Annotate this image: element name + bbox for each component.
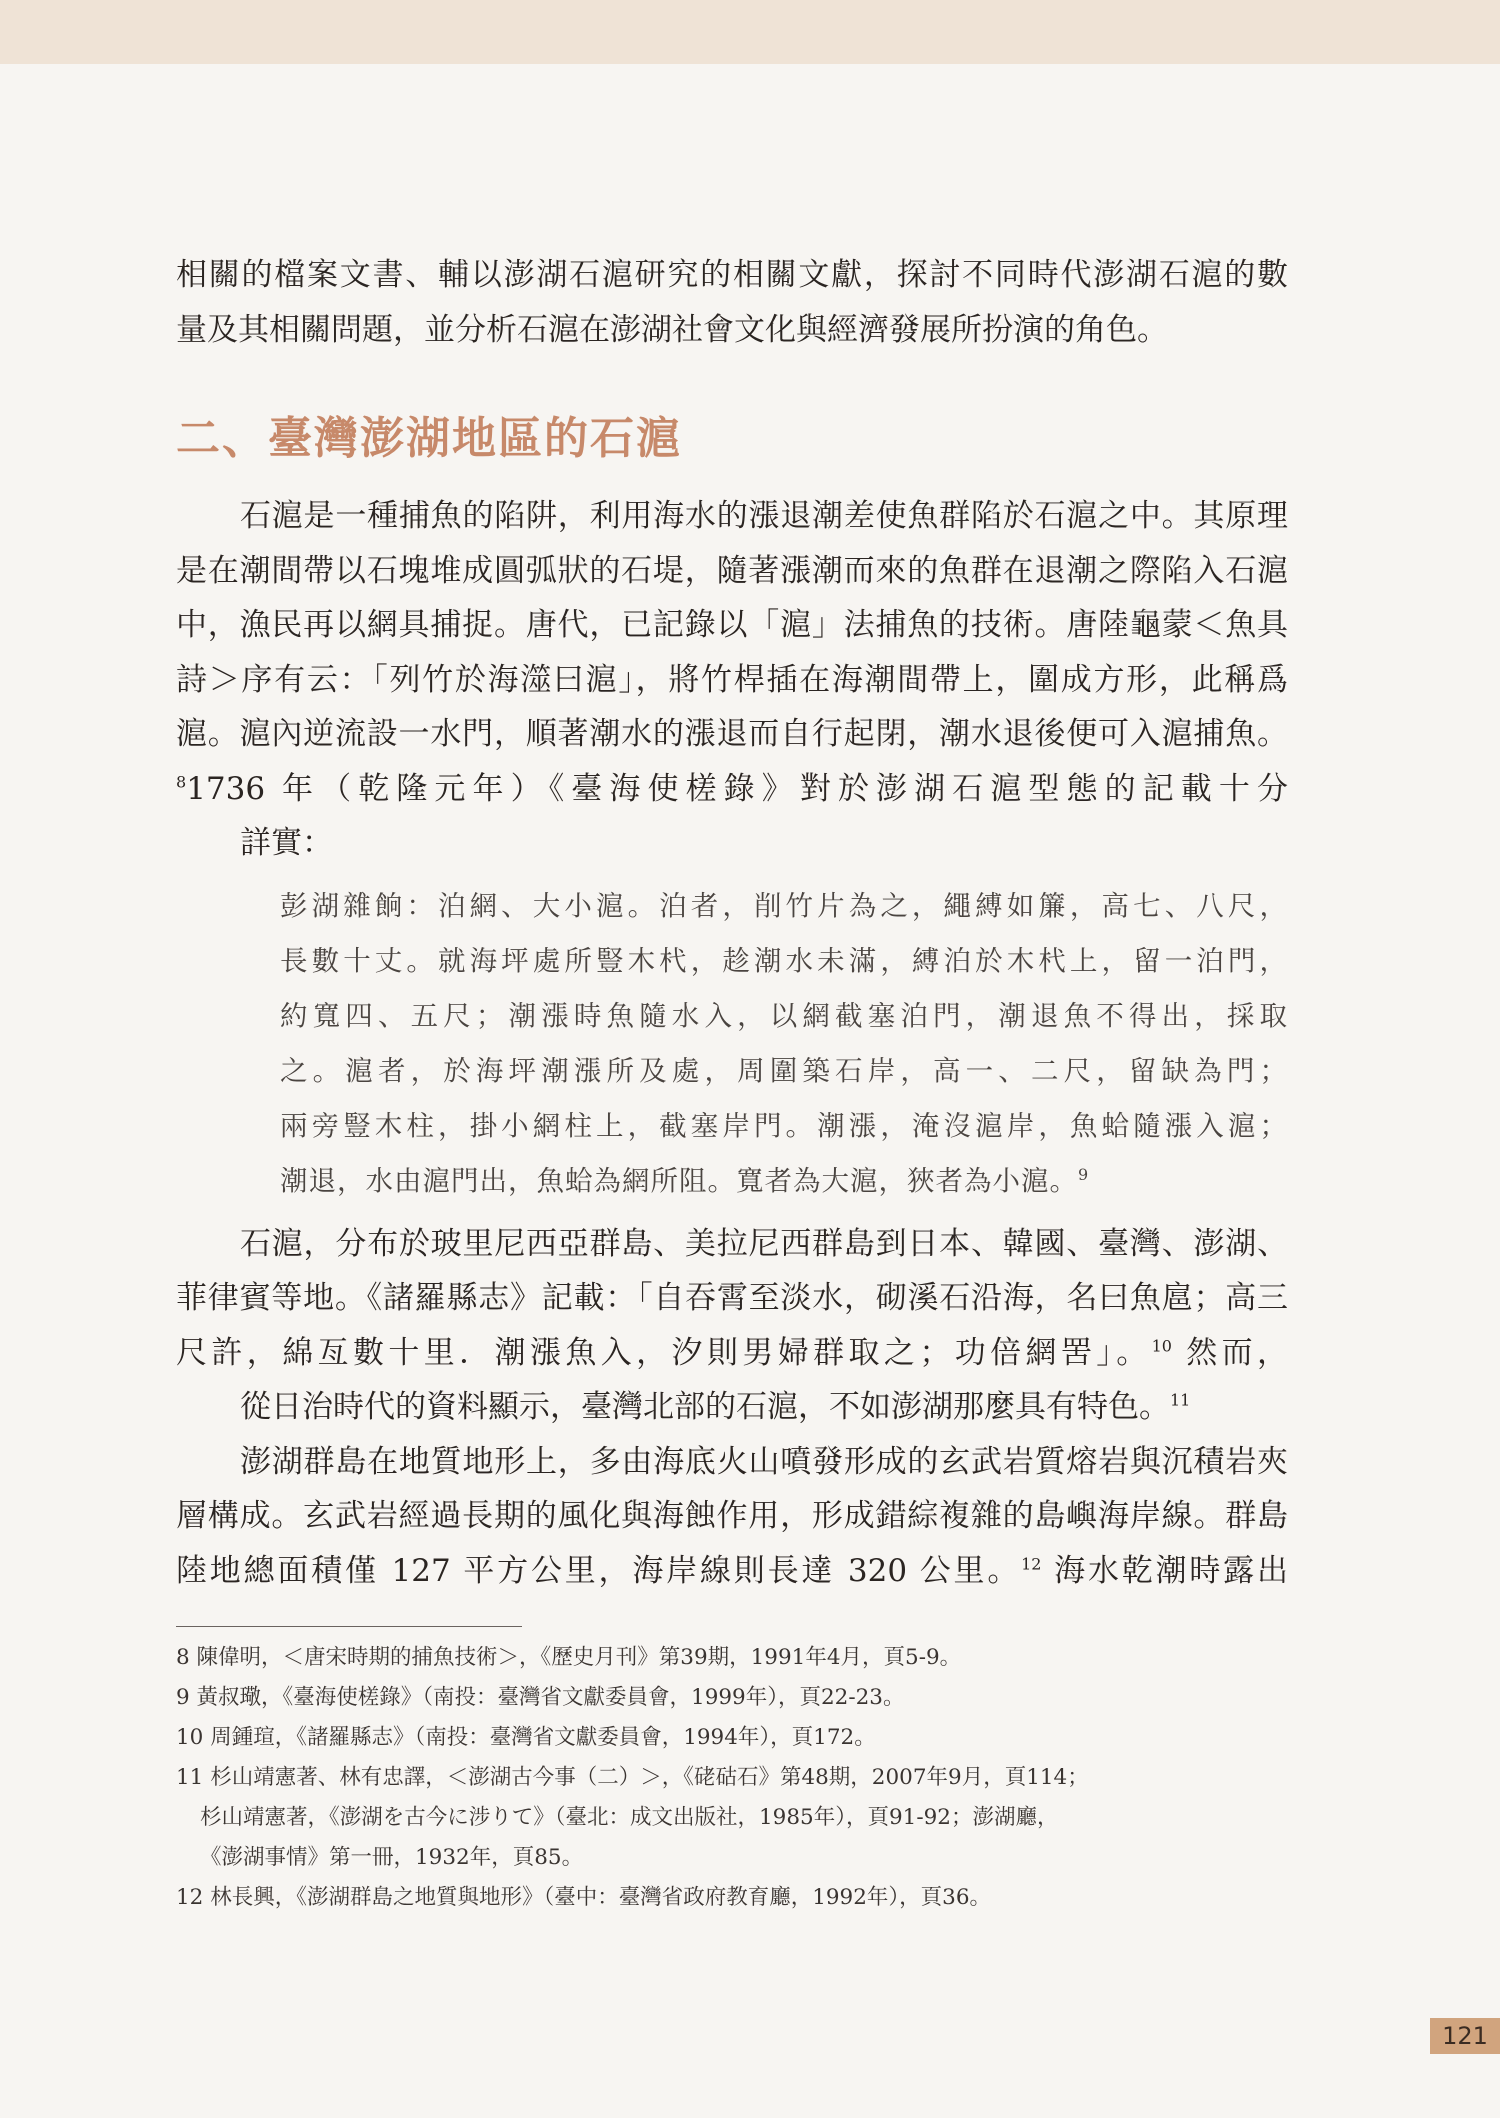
- para1-line-1: 石滬是一種捕魚的陷阱，利用海水的漲退潮差使魚群陷於石滬之中。其原: [240, 498, 1257, 534]
- footnote-12: 12 林長興，《澎湖群島之地質與地形》（臺中：臺灣省政府教育廳，1992年），頁36。: [176, 1885, 992, 1910]
- quote-line-1: 彭湖雜餉：泊網、大小滬。泊者，削竹片為之，繩縛如簾，高七、八尺，: [280, 889, 1288, 922]
- paragraph-3: [176, 1435, 1288, 1599]
- para2-line-4-text: 從日治時代的資料顯示，臺灣北部的石滬，不如澎湖那麼具有特色。: [240, 1389, 1170, 1425]
- para3-line-2: 夾層構成。玄武岩經過長期的風化與海蝕作用，形成錯綜複雜的島嶼海岸線。: [176, 1443, 1288, 1534]
- footnotes: [176, 1638, 1288, 1918]
- quote-line-2: 長數十丈。就海坪處所豎木杙，趁潮水未滿，縛泊於木杙上，留一泊門，: [280, 944, 1288, 977]
- quote-line-6: [280, 1154, 1288, 1209]
- quote-line-3: 約寬四、五尺；潮漲時魚隨水入，以網截塞泊門，潮退魚不得出，採取: [280, 999, 1288, 1032]
- footnote-ref-10: 10: [1151, 1336, 1172, 1356]
- footnote-ref-8: 8: [176, 772, 187, 792]
- section-heading: 二、臺灣澎湖地區的石滬: [176, 413, 682, 464]
- intro-line-2: 量及其相關問題，並分析石滬在澎湖社會文化與經濟發展所扮演的角色。: [176, 311, 1168, 348]
- paragraph-2: [176, 1217, 1288, 1435]
- intro-line-1: 相關的檔案文書、輔以澎湖石滬研究的相關文獻，探討不同時代澎湖石滬的數: [176, 257, 1288, 293]
- footnote-11-cont-1: 杉山靖憲著，《澎湖を古今に涉りて》（臺北：成文出版社，1985年），頁91-92；澎湖廳，: [200, 1805, 1059, 1830]
- footnote-8: 8 陳偉明，＜唐宋時期的捕魚技術＞，《歷史月刊》第39期，1991年4月，頁5-9。: [176, 1645, 962, 1670]
- footnote-11: 11 杉山靖憲著、林有忠譯，＜澎湖古今事（二）＞，《硓𥑮石》第48期，2007年9月，頁114；: [176, 1765, 1089, 1790]
- para1-line-5: 此稱爲滬。滬內逆流設一水門，順著潮水的漲退而自行起閉，潮水退後便可入: [176, 661, 1289, 752]
- para3-line-3a: 群島陸地總面積僅 127 平方公里，海岸線則長達 320 公里。: [176, 1498, 1288, 1589]
- para1-line-7: 詳實：: [240, 825, 333, 861]
- page-number: 121: [1430, 2018, 1500, 2054]
- top-band: [0, 0, 1500, 64]
- footnote-divider: [176, 1626, 522, 1627]
- para2-line-4: [176, 1380, 1288, 1435]
- para1-line-6b: 1736 年（乾隆元年）《臺海使槎錄》對於澎湖石滬型態的記載十分: [186, 770, 1288, 807]
- para3-line-1: 澎湖群島在地質地形上，多由海底火山噴發形成的玄武岩質熔岩與沉積岩: [240, 1443, 1257, 1480]
- quote-line-5: 兩旁豎木柱，掛小網柱上，截塞岸門。潮漲，淹沒滬岸，魚蛤隨漲入滬；: [280, 1109, 1288, 1142]
- quote-line-4: 之。滬者，於海坪潮漲所及處，周圍築石岸，高一、二尺，留缺為門；: [280, 1054, 1288, 1087]
- intro-paragraph: [176, 248, 1288, 357]
- para1-line-2: 理是在潮間帶以石塊堆成圓弧狀的石堤，隨著漲潮而來的魚群在退潮之際陷入: [176, 498, 1288, 589]
- para1-line-6a: 滬捕魚。: [1161, 716, 1289, 752]
- main-content: [176, 248, 1288, 1598]
- para1-line-4: ＜魚具詩＞序有云：「列竹於海澨曰滬」，將竹桿插在海潮間帶上，圍成方形，: [176, 607, 1289, 698]
- footnote-10: 10 周鍾瑄，《諸羅縣志》（南投：臺灣省文獻委員會，1994年），頁172。: [176, 1725, 876, 1750]
- para1-line-3: 石滬中，漁民再以網具捕捉。唐代，已記錄以「滬」法捕魚的技術。唐陸龜蒙: [176, 552, 1288, 643]
- para2-line-2: 菲律賓等地。《諸羅縣志》記載：「自吞霄至淡水，砌溪石沿海，名曰魚扈；: [176, 1280, 1225, 1316]
- footnote-11-cont-2: 《澎湖事情》第一冊，1932年，頁85。: [200, 1845, 584, 1870]
- footnote-ref-9: 9: [1078, 1164, 1090, 1184]
- para2-line-3b: 然而，: [1171, 1334, 1288, 1371]
- para2-line-1: 石滬，分布於玻里尼西亞群島、美拉尼西群島到日本、韓國、臺灣、澎湖、: [240, 1225, 1288, 1262]
- footnote-9: 9 黃叔璥，《臺海使槎錄》（南投：臺灣省文獻委員會，1999年），頁22-23。: [176, 1685, 905, 1710]
- para2-line-3a: 高三尺許，綿亙數十里．潮漲魚入，汐則男婦群取之；功倍網罟」。: [176, 1280, 1289, 1371]
- quote-line-6-text: 潮退，水由滬門出，魚蛤為網所阻。寬者為大滬，狹者為小滬。: [280, 1164, 1078, 1197]
- paragraph-1: [176, 489, 1288, 871]
- footnote-ref-11: 11: [1170, 1390, 1191, 1410]
- block-quote: [280, 879, 1288, 1209]
- para3-line-3b: 海水乾潮時露出: [1041, 1552, 1288, 1589]
- footnote-ref-12: 12: [1021, 1554, 1042, 1574]
